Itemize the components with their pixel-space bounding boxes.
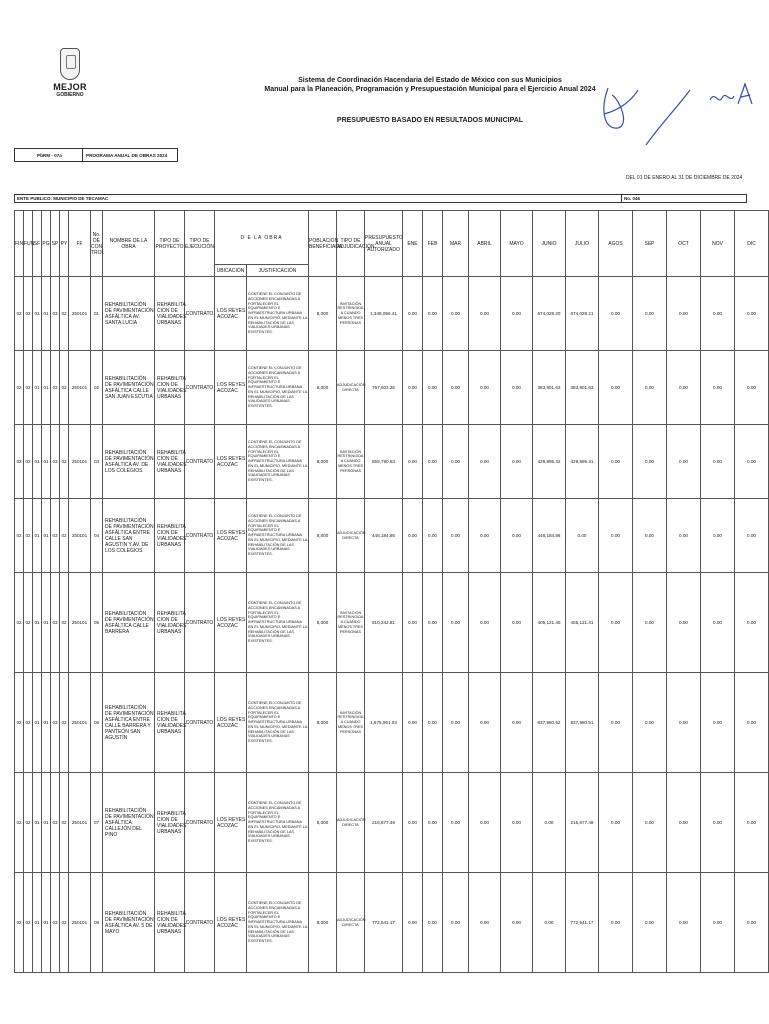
cell-adjudicacion: INVITACIÓN RESTRINGIDA A CUANDO MENOS TRES PERSONAS [337,673,365,773]
cell-tipo-ejecucion: CONTRATO [185,773,215,873]
cell-tipo-proyecto: REHABILITA CION DE VIALIDADES URBANAS [155,499,185,573]
cell-justificacion: CONTIENE EL CONJUNTO DE ACCIONES ENCAMINADAS A FORTALECER EL EQUIPAMIENTO E INFRAESTRUCTURA URBANA EN EL MUNICIPIO, MEDIANTE LA REHABILITACIÓN DE LAS VIALIDADES URBANAS EXISTENTES. [247,673,309,773]
cell-fin: 02 [15,351,24,425]
cell-fun: 02 [24,277,33,351]
cell-month-amount: 0.00 [423,873,443,973]
cell-ff: 250101 [69,773,91,873]
cell-poblacion: 8,000 [309,425,337,499]
cell-poblacion: 8,000 [309,499,337,573]
cell-pg: 01 [42,351,51,425]
cell-poblacion: 8,000 [309,277,337,351]
col-ubicacion: UBICACIÓN [215,265,247,277]
cell-month-amount: 0.00 [443,873,469,973]
cell-month-amount: 0.00 [423,277,443,351]
cell-adjudicacion: ADJUDICACIÓN DIRECTA [337,351,365,425]
cell-ff: 250101 [69,425,91,499]
cell-month-amount: 837,980.51 [566,673,599,773]
cell-ubicacion: LOS REYES ACOZAC [215,425,247,499]
cell-sp: 03 [51,277,60,351]
cell-month-amount: 0.00 [443,573,469,673]
cell-month-amount: 0.00 [423,573,443,673]
table-header-row [15,211,769,265]
cell-month-amount: 0.00 [599,573,633,673]
cell-no-control: 04 [91,499,103,573]
cell-tipo-ejecucion: CONTRATO [185,277,215,351]
cell-month-amount: 0.00 [735,573,769,673]
col-py: PY [60,211,69,277]
col-ff: FF [69,211,91,277]
cell-sf: 01 [33,425,42,499]
cell-month-amount: 0.00 [667,773,701,873]
cell-poblacion: 8,000 [309,573,337,673]
cell-ubicacion: LOS REYES ACOZAC [215,773,247,873]
cell-justificacion: CONTIENE EL CONJUNTO DE ACCIONES ENCAMINADAS A FORTALECER EL EQUIPAMIENTO E INFRAESTRUCTURA URBANA EN EL MUNICIPIO, MEDIANTE LA REHABILITACIÓN DE LAS VIALIDADES URBANAS EXISTENTES. [247,873,309,973]
col-abril: ABRIL [469,211,501,277]
cell-fun: 02 [24,673,33,773]
cell-month-amount: 0.00 [469,673,501,773]
cell-ubicacion: LOS REYES ACOZAC [215,873,247,973]
cell-month-amount: 0.00 [469,351,501,425]
cell-presupuesto: 810,242.81 [365,573,403,673]
cell-month-amount: 0.00 [469,425,501,499]
cell-justificacion: CONTIENE EL CONJUNTO DE ACCIONES ENCAMINADAS A FORTALECER EL EQUIPAMIENTO E INFRAESTRUCTURA URBANA EN EL MUNICIPIO, MEDIANTE LA REHABILITACIÓN DE LAS VIALIDADES URBANAS EXISTENTES. [247,773,309,873]
cell-tipo-proyecto: REHABILITA CION DE VIALIDADES URBANAS [155,873,185,973]
cell-month-amount: 0.00 [667,673,701,773]
cell-month-amount: 0.00 [735,351,769,425]
table-row [15,277,769,351]
cell-pg: 01 [42,873,51,973]
cell-adjudicacion: ADJUDICACIÓN DIRECTA [337,873,365,973]
cell-month-amount: 0.00 [501,673,533,773]
cell-fin: 02 [15,673,24,773]
cell-presupuesto: 767,603.26 [365,351,403,425]
cell-fin: 02 [15,425,24,499]
cell-no-control: 03 [91,425,103,499]
cell-tipo-ejecucion: CONTRATO [185,425,215,499]
cell-month-amount: 0.00 [501,773,533,873]
col-sep: SEP [633,211,667,277]
cell-month-amount: 0.00 [423,773,443,873]
cell-py: 02 [60,873,69,973]
cell-month-amount: 0.00 [701,499,735,573]
cell-month-amount: 0.00 [735,773,769,873]
cell-month-amount: 0.00 [501,425,533,499]
cell-adjudicacion: ADJUDICACIÓN DIRECTA [337,499,365,573]
col-sp: SP [51,211,60,277]
crest-icon [60,48,80,80]
cell-presupuesto: 1,348,056.41 [365,277,403,351]
cell-adjudicacion: INVITACIÓN RESTRINGIDA A CUANDO MENOS TRES PERSONAS [337,425,365,499]
cell-month-amount: 0.00 [403,573,423,673]
cell-justificacion: CONTIENE EL CONJUNTO DE ACCIONES ENCAMINADAS A FORTALECER EL EQUIPAMIENTO E INFRAESTRUCTURA URBANA EN EL MUNICIPIO, MEDIANTE LA REHABILITACIÓN DE LAS VIALIDADES URBANAS EXISTENTES. [247,573,309,673]
cell-adjudicacion: INVITACIÓN RESTRINGIDA A CUANDO MENOS TRES PERSONAS [337,573,365,673]
cell-tipo-ejecucion: CONTRATO [185,573,215,673]
cell-month-amount: 0.00 [501,873,533,973]
table-row [15,773,769,873]
cell-no-control: 07 [91,773,103,873]
cell-month-amount: 0.00 [423,499,443,573]
cell-presupuesto: 1,675,961.03 [365,673,403,773]
cell-sp: 03 [51,773,60,873]
header-system-title: Sistema de Coordinación Hacendaria del Estado de México con sus Municipios [298,77,562,84]
cell-no-control: 02 [91,351,103,425]
cell-py: 02 [60,277,69,351]
cell-month-amount: 0.00 [735,499,769,573]
cell-month-amount: 0.00 [667,873,701,973]
cell-nombre-obra: REHABILITACIÓN DE PAVIMENTACIÓN ASFÁLTICA ENTRE CALLE BARRERA Y PANTEÓN SAN AGUSTÍN [103,673,155,773]
col-mar: MAR [443,211,469,277]
cell-month-amount: 0.00 [599,425,633,499]
cell-month-amount: 0.00 [633,425,667,499]
cell-month-amount: 0.00 [566,499,599,573]
cell-fin: 02 [15,277,24,351]
cell-month-amount: 0.00 [599,499,633,573]
cell-tipo-ejecucion: CONTRATO [185,351,215,425]
cell-py: 02 [60,351,69,425]
cell-presupuesto: 216,677.49 [365,773,403,873]
cell-month-amount: 0.00 [701,573,735,673]
cell-month-amount: 0.00 [403,351,423,425]
cell-poblacion: 8,000 [309,873,337,973]
cell-month-amount: 0.00 [599,277,633,351]
cell-month-amount: 405,121.41 [566,573,599,673]
cell-month-amount: 0.00 [701,425,735,499]
col-justificacion: JUSTIFICACIÓN [247,265,309,277]
logo-brand: MEJOR [53,82,87,92]
col-oct: OCT [667,211,701,277]
cell-month-amount: 0.00 [501,573,533,673]
cell-month-amount: 0.00 [443,673,469,773]
cell-py: 02 [60,499,69,573]
cell-poblacion: 8,000 [309,773,337,873]
cell-month-amount: 0.00 [633,277,667,351]
cell-month-amount: 0.00 [443,277,469,351]
col-mayo: MAYO [501,211,533,277]
cell-no-control: 05 [91,573,103,673]
cell-no-control: 08 [91,873,103,973]
form-code: PbRM - 07a [15,149,83,161]
cell-month-amount: 0.00 [403,673,423,773]
cell-fun: 02 [24,773,33,873]
cell-ff: 250101 [69,873,91,973]
cell-fin: 02 [15,573,24,673]
cell-month-amount: 216,677.49 [566,773,599,873]
cell-tipo-proyecto: REHABILITA CION DE VIALIDADES URBANAS [155,573,185,673]
cell-month-amount: 0.00 [667,351,701,425]
table-row [15,499,769,573]
cell-month-amount: 0.00 [701,351,735,425]
cell-month-amount: 0.00 [735,277,769,351]
cell-sf: 01 [33,773,42,873]
cell-month-amount: 429,895.32 [533,425,566,499]
cell-tipo-ejecucion: CONTRATO [185,499,215,573]
cell-month-amount: 0.00 [403,773,423,873]
cell-tipo-ejecucion: CONTRATO [185,673,215,773]
cell-ff: 250101 [69,499,91,573]
cell-month-amount: 0.00 [667,277,701,351]
table-row [15,573,769,673]
header-budget-title: PRESUPUESTO BASADO EN RESULTADOS MUNICIPAL [336,117,524,124]
col-fin: FIN [15,211,24,277]
cell-month-amount: 0.00 [633,873,667,973]
cell-month-amount: 0.00 [423,425,443,499]
cell-month-amount: 383,801.63 [566,351,599,425]
col-feb: FEB [423,211,443,277]
col-tipo-adjudicacion: TIPO DE ADJUDICACIÓN [337,211,365,277]
cell-month-amount: 0.00 [533,873,566,973]
cell-presupuesto: 859,790.63 [365,425,403,499]
cell-pg: 01 [42,673,51,773]
cell-ubicacion: LOS REYES ACOZAC [215,499,247,573]
col-tipo-ejecucion: TIPO DE EJECUCIÓN [185,211,215,277]
cell-pg: 01 [42,773,51,873]
cell-month-amount: 0.00 [701,773,735,873]
header-manual-title: Manual para la Planeación, Programación y Presupuestación Municipal para el Ejercicio Anual 2024 [264,86,596,93]
cell-month-amount: 0.00 [667,425,701,499]
form-identifier [14,148,178,162]
cell-py: 02 [60,773,69,873]
col-tipo-proyecto: TIPO DE PROYECTO [155,211,185,277]
cell-sp: 03 [51,499,60,573]
col-julio: JULIO [566,211,599,277]
cell-justificacion: CONTIENE EL CONJUNTO DE ACCIONES ENCAMINADAS A FORTALECER EL EQUIPAMIENTO E INFRAESTRUCTURA URBANA EN EL MUNICIPIO, MEDIANTE LA REHABILITACIÓN DE LAS VIALIDADES URBANAS EXISTENTES. [247,499,309,573]
cell-month-amount: 0.00 [533,773,566,873]
cell-sf: 01 [33,499,42,573]
col-pg: PG [42,211,51,277]
cell-tipo-ejecucion: CONTRATO [185,873,215,973]
cell-month-amount: 0.00 [633,773,667,873]
handwritten-signatures [590,70,760,150]
cell-nombre-obra: REHABILITACIÓN DE PAVIMENTACIÓN ASFÁLTICA CALLE SAN JUAN ESCUTIA [103,351,155,425]
cell-tipo-proyecto: REHABILITA CION DE VIALIDADES URBANAS [155,425,185,499]
cell-month-amount: 0.00 [633,351,667,425]
cell-ff: 250101 [69,277,91,351]
cell-justificacion: CONTIENE EL CONJUNTO DE ACCIONES ENCAMINADAS A FORTALECER EL EQUIPAMIENTO E INFRAESTRUCTURA URBANA EN EL MUNICIPIO, MEDIANTE LA REHABILITACIÓN DE LAS VIALIDADES URBANAS EXISTENTES. [247,425,309,499]
cell-month-amount: 0.00 [667,573,701,673]
cell-month-amount: 0.00 [501,277,533,351]
cell-month-amount: 0.00 [701,673,735,773]
col-junio: JUNIO [533,211,566,277]
cell-nombre-obra: REHABILITACIÓN DE PAVIMENTACIÓN ASFÁLTICA CALLEJÓN DEL PINO [103,773,155,873]
cell-month-amount: 0.00 [469,573,501,673]
col-no-control: No. DE CON TROL [91,211,103,277]
table-row [15,673,769,773]
cell-fun: 02 [24,873,33,973]
cell-poblacion: 8,000 [309,351,337,425]
col-dic: DIC [735,211,769,277]
cell-justificacion: CONTIENE EL CONJUNTO DE ACCIONES ENCAMINADAS A FORTALECER EL EQUIPAMIENTO E INFRAESTRUCTURA URBANA EN EL MUNICIPIO, MEDIANTE LA REHABILITACIÓN DE LAS VIALIDADES URBANAS EXISTENTES. [247,277,309,351]
cell-fun: 02 [24,425,33,499]
entity-label: ENTE PUBLICO: MUNICIPIO DE TECAMAC [17,196,109,201]
cell-month-amount: 0.00 [735,873,769,973]
cell-month-amount: 0.00 [735,673,769,773]
cell-month-amount: 0.00 [633,499,667,573]
cell-pg: 01 [42,277,51,351]
cell-fin: 02 [15,499,24,573]
cell-month-amount: 0.00 [599,673,633,773]
cell-ff: 250101 [69,351,91,425]
cell-poblacion: 8,000 [309,673,337,773]
cell-ubicacion: LOS REYES ACOZAC [215,351,247,425]
cell-presupuesto: 772,541.17 [365,873,403,973]
cell-sp: 03 [51,873,60,973]
cell-nombre-obra: REHABILITACIÓN DE PAVIMENTACIÓN ASFÁLTICA ENTRE CALLE SAN AGUSTÍN Y AV. DE LOS COLEGIOS [103,499,155,573]
cell-sf: 01 [33,277,42,351]
cell-adjudicacion: ADJUDICACIÓN DIRECTA [337,773,365,873]
col-sf: SF [33,211,42,277]
cell-fun: 02 [24,351,33,425]
cell-ff: 250101 [69,673,91,773]
cell-month-amount: 0.00 [633,573,667,673]
cell-sf: 01 [33,673,42,773]
table-row [15,351,769,425]
cell-tipo-proyecto: REHABILITA CION DE VIALIDADES URBANAS [155,773,185,873]
cell-month-amount: 0.00 [403,425,423,499]
table-row [15,873,769,973]
cell-fin: 02 [15,773,24,873]
cell-fin: 02 [15,873,24,973]
cell-month-amount: 0.00 [599,351,633,425]
col-nombre: NOMBRE DE LA OBRA [103,211,155,277]
cell-py: 02 [60,573,69,673]
cell-sp: 03 [51,573,60,673]
cell-tipo-proyecto: REHABILITA CION DE VIALIDADES URBANAS [155,277,185,351]
cell-month-amount: 0.00 [501,351,533,425]
program-name: PROGRAMA ANUAL DE OBRAS 2024 [86,153,168,158]
cell-month-amount: 448,184.86 [533,499,566,573]
cell-month-amount: 772,541.17 [566,873,599,973]
cell-py: 02 [60,673,69,773]
cell-no-control: 01 [91,277,103,351]
cell-no-control: 06 [91,673,103,773]
col-de-la-obra: D E LA OBRA [215,211,309,265]
cell-nombre-obra: REHABILITACIÓN DE PAVIMENTACIÓN ASFÁLTICA AV. SANTA LUCIA [103,277,155,351]
cell-month-amount: 405,121.40 [533,573,566,673]
col-nov: NOV [701,211,735,277]
works-program-table [14,210,769,973]
cell-month-amount: 0.00 [667,499,701,573]
cell-month-amount: 0.00 [403,499,423,573]
cell-justificacion: CONTIENE EL CONJUNTO DE ACCIONES ENCAMINADAS A FORTALECER EL EQUIPAMIENTO E INFRAESTRUCTURA URBANA EN EL MUNICIPIO, MEDIANTE LA REHABILITACIÓN DE LAS VIALIDADES URBANAS EXISTENTES. [247,351,309,425]
cell-ubicacion: LOS REYES ACOZAC [215,277,247,351]
cell-month-amount: 0.00 [633,673,667,773]
cell-month-amount: 429,895.31 [566,425,599,499]
cell-nombre-obra: REHABILITACIÓN DE PAVIMENTACIÓN ASFÁLTICA AV. DE LOS COLEGIOS [103,425,155,499]
cell-presupuesto: 448,184.86 [365,499,403,573]
cell-nombre-obra: REHABILITACIÓN DE PAVIMENTACIÓN ASFÁLTICA CALLE BARRERA [103,573,155,673]
cell-month-amount: 0.00 [599,773,633,873]
cell-sp: 03 [51,351,60,425]
cell-month-amount: 0.00 [403,277,423,351]
cell-month-amount: 0.00 [501,499,533,573]
government-logo [50,48,90,112]
col-ene: ENE [403,211,423,277]
cell-ff: 250101 [69,573,91,673]
cell-ubicacion: LOS REYES ACOZAC [215,573,247,673]
cell-month-amount: 0.00 [735,425,769,499]
cell-month-amount: 0.00 [469,277,501,351]
table-row [15,425,769,499]
cell-sf: 01 [33,573,42,673]
cell-sf: 01 [33,351,42,425]
table-body [15,277,769,973]
cell-month-amount: 0.00 [701,873,735,973]
report-period: DEL 01 DE ENERO AL 31 DE DICIEMBRE DE 2024 [626,175,743,181]
cell-month-amount: 0.00 [469,873,501,973]
cell-month-amount: 0.00 [403,873,423,973]
col-presupuesto: PRESUPUESTO ANUAL AUTORIZADO [365,211,403,277]
cell-month-amount: 0.00 [423,351,443,425]
cell-month-amount: 0.00 [599,873,633,973]
col-agos: AGOS [599,211,633,277]
cell-sf: 01 [33,873,42,973]
cell-month-amount: 674,028.20 [533,277,566,351]
cell-tipo-proyecto: REHABILITA CION DE VIALIDADES URBANAS [155,673,185,773]
entity-number: No. 046 [621,195,748,202]
cell-month-amount: 0.00 [701,277,735,351]
cell-fun: 02 [24,573,33,673]
cell-month-amount: 383,801.63 [533,351,566,425]
logo-brand-sub: GOBIERNO [56,92,84,98]
cell-month-amount: 674,028.21 [566,277,599,351]
cell-sp: 03 [51,425,60,499]
cell-month-amount: 0.00 [443,351,469,425]
cell-month-amount: 0.00 [443,499,469,573]
cell-sp: 03 [51,673,60,773]
cell-month-amount: 0.00 [469,773,501,873]
cell-nombre-obra: REHABILITACIÓN DE PAVIMENTACIÓN ASFÁLTICA AV. 5 DE MAYO [103,873,155,973]
cell-adjudicacion: INVITACIÓN RESTRINGIDA A CUANDO MENOS TRES PERSONAS [337,277,365,351]
entity-row [14,194,747,203]
cell-tipo-proyecto: REHABILITA CION DE VIALIDADES URBANAS [155,351,185,425]
cell-month-amount: 0.00 [469,499,501,573]
cell-ubicacion: LOS REYES ACOZAC [215,673,247,773]
cell-pg: 01 [42,573,51,673]
cell-fun: 02 [24,499,33,573]
cell-month-amount: 0.00 [423,673,443,773]
cell-month-amount: 0.00 [443,425,469,499]
cell-pg: 01 [42,499,51,573]
cell-month-amount: 0.00 [443,773,469,873]
col-fun: FUN [24,211,33,277]
cell-pg: 01 [42,425,51,499]
col-poblacion: POBLACION BENEFICIADA [309,211,337,277]
cell-month-amount: 837,980.52 [533,673,566,773]
cell-py: 02 [60,425,69,499]
